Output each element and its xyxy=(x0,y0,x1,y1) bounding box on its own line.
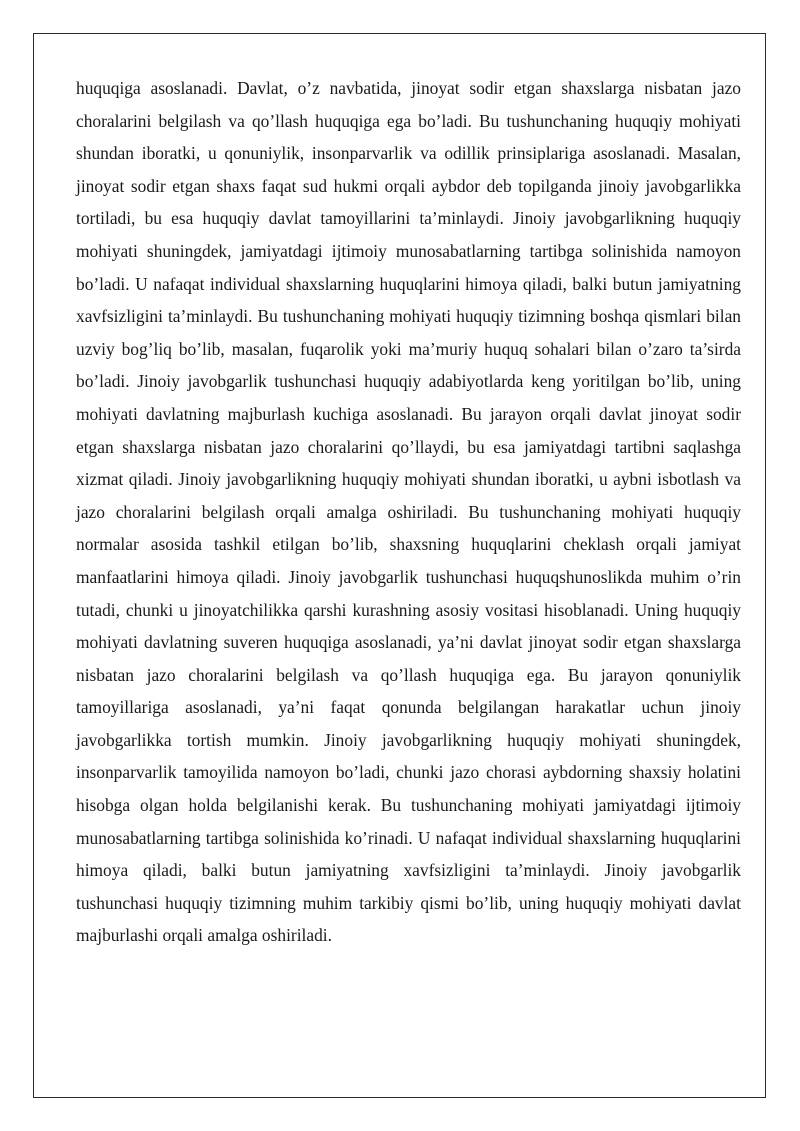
body-paragraph: huquqiga asoslanadi. Davlat, o’z navbatida, jinoyat sodir etgan shaxslarga nisbatan jazo choralarini belgilash va qo’llash huquqiga ega bo’ladi. Bu tushunchaning huquqiy mohiyati shundan iboratki, u qonuniylik, insonparvarlik va odillik prinsiplariga asoslanadi. Masalan, jinoyat sodir etgan shaxs faqat sud hukmi orqali aybdor deb topilganda jinoiy javobgarlikka tortiladi, bu esa huquqiy davlat tamoyillarini ta’minlaydi. Jinoiy javobgarlikning huquqiy mohiyati shuningdek, jamiyatdagi ijtimoiy munosabatlarning tartibga solinishida namoyon bo’ladi. U nafaqat individual shaxslarning huquqlarini himoya qiladi, balki butun jamiyatning xavfsizligini ta’minlaydi. Bu tushunchaning mohiyati huquqiy tizimning boshqa qismlari bilan uzviy bog’liq bo’lib, masalan, fuqarolik yoki ma’muriy huquq sohalari bilan o’zaro ta’sirda bo’ladi. Jinoiy javobgarlik tushunchasi huquqiy adabiyotlarda keng yoritilgan bo’lib, uning mohiyati davlatning majburlash kuchiga asoslanadi. Bu jarayon orqali davlat jinoyat sodir etgan shaxslarga nisbatan jazo choralarini qo’llaydi, bu esa jamiyatdagi tartibni saqlashga xizmat qiladi. Jinoiy javobgarlikning huquqiy mohiyati shundan iboratki, u aybni isbotlash va jazo choralarini belgilash orqali amalga oshiriladi. Bu tushunchaning mohiyati huquqiy normalar asosida tashkil etilgan bo’lib, shaxsning huquqlarini cheklash orqali jamiyat manfaatlarini himoya qiladi. Jinoiy javobgarlik tushunchasi huquqshunoslikda muhim o’rin tutadi, chunki u jinoyatchilikka qarshi kurashning asosiy vositasi hisoblanadi. Uning huquqiy mohiyati davlatning suveren huquqiga asoslanadi, ya’ni davlat jinoyat sodir etgan shaxslarga nisbatan jazo choralarini belgilash va qo’llash huquqiga ega. Bu jarayon qonuniylik tamoyillariga asoslanadi, ya’ni faqat qonunda belgilangan harakatlar uchun jinoiy javobgarlikka tortish mumkin. Jinoiy javobgarlikning huquqiy mohiyati shuningdek, insonparvarlik tamoyilida namoyon bo’ladi, chunki jazo chorasi aybdorning shaxsiy holatini hisobga olgan holda belgilanishi kerak. Bu tushunchaning mohiyati jamiyatdagi ijtimoiy munosabatlarning tartibga solinishida ko’rinadi. U nafaqat individual shaxslarning huquqlarini himoya qiladi, balki butun jamiyatning xavfsizligini ta’minlaydi. Jinoiy javobgarlik tushunchasi huquqiy tizimning muhim tarkibiy qismi bo’lib, uning huquqiy mohiyati davlat majburlashi orqali amalga oshiriladi. xyxy=(76,78,741,946)
